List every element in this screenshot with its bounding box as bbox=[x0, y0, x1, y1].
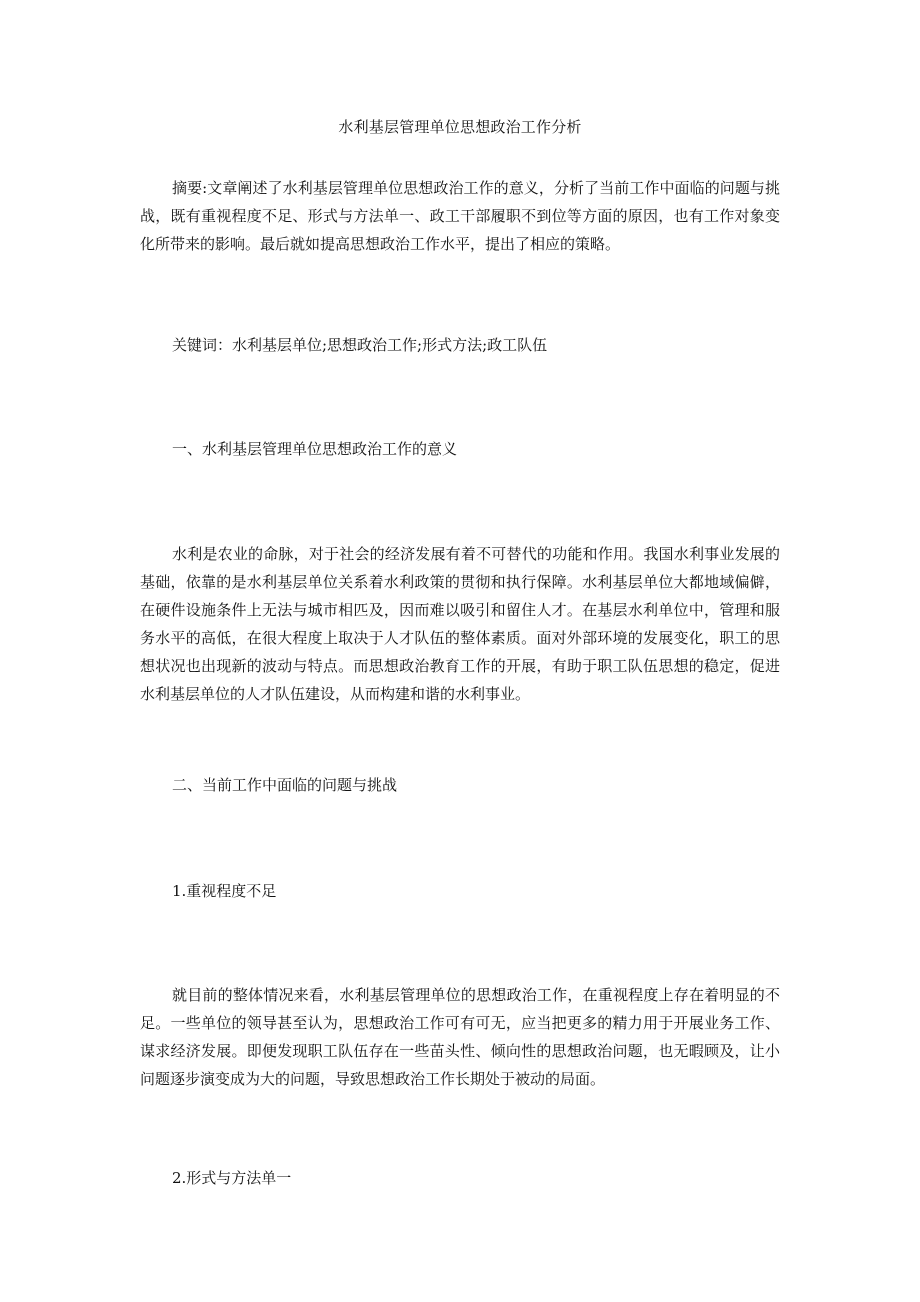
abstract-text: 文章阐述了水利基层管理单位思想政治工作的意义，分析了当前工作中面临的问题与挑战，既有重视程度不足、形式与方法单一、政工干部履职不到位等方面的原因，也有工作对象变化所带来的影响。最后就如提高思想政治工作水平，提出了相应的策略。 bbox=[140, 179, 780, 253]
document-title: 水利基层管理单位思想政治工作分析 bbox=[338, 118, 582, 136]
subsection-1-body: 就目前的整体情况来看，水利基层管理单位的思想政治工作，在重视程度上存在着明显的不足。一些单位的领导甚至认为，思想政治工作可有可无，应当把更多的精力用于开展业务工作、谋求经济发展。即便发现职工队伍存在一些苗头性、倾向性的思想政治问题，也无暇顾及，让小问题逐步演变成为大的问题，导致思想政治工作长期处于被动的局面。 bbox=[140, 986, 780, 1088]
abstract-paragraph bbox=[140, 174, 780, 258]
section-2-heading: 二、当前工作中面临的问题与挑战 bbox=[172, 776, 398, 794]
keywords-line: 关键词：水利基层单位;思想政治工作;形式方法;政工队伍 bbox=[172, 336, 548, 354]
section-1-heading: 一、水利基层管理单位思想政治工作的意义 bbox=[172, 440, 458, 458]
section-1-body: 水利是农业的命脉，对于社会的经济发展有着不可替代的功能和作用。我国水利事业发展的基础，依靠的是水利基层单位关系着水利政策的贯彻和执行保障。水利基层单位大都地域偏僻，在硬件设施条件上无法与城市相匹及，因而难以吸引和留住人才。在基层水利单位中，管理和服务水平的高低，在很大程度上取决于人才队伍的整体素质。面对外部环境的发展变化，职工的思想状况也出现新的波动与特点。而思想政治教育工作的开展，有助于职工队伍思想的稳定，促进水利基层单位的人才队伍建设，从而构建和谐的水利事业。 bbox=[140, 545, 780, 703]
subsection-1-heading: 1.重视程度不足 bbox=[172, 882, 277, 900]
subsection-2-heading: 2.形式与方法单一 bbox=[172, 1169, 292, 1187]
abstract-label: 摘要: bbox=[172, 179, 208, 197]
